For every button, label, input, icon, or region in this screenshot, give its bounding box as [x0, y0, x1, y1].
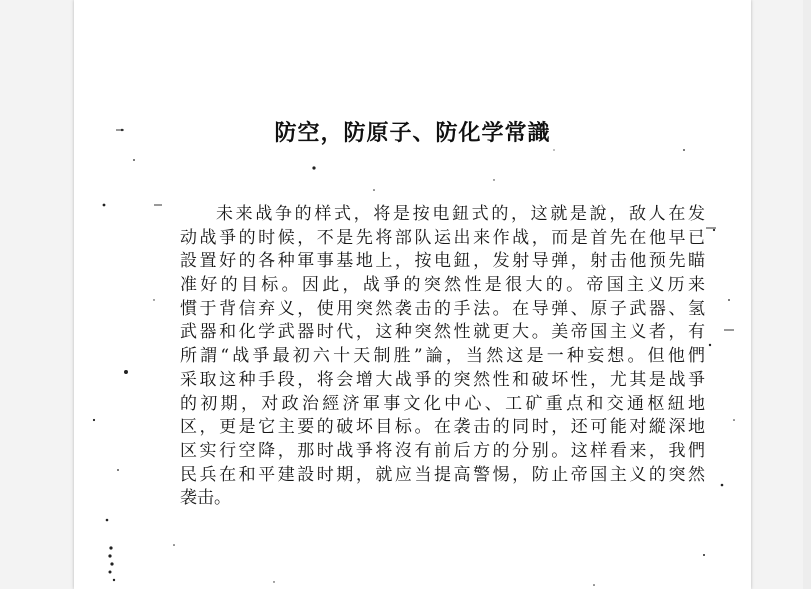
paragraph-line: 武器和化学武器时代，这种突然性就更大。美帝国主义者，有 — [180, 322, 705, 343]
scrollbar-track[interactable] — [803, 0, 811, 589]
paragraph-line: 民兵在和平建設时期，就应当提高警惕，防止帝国主义的突然 — [180, 464, 705, 485]
paragraph-line: 所謂“战爭最初六十天制胜”論，当然这是一种妄想。但他們 — [180, 346, 705, 367]
paragraph-line: 采取这种手段，将会增大战爭的突然性和破坏性，尤其是战爭 — [180, 369, 705, 390]
paragraph-line: 設置好的各种軍事基地上，按电鈕，发射导弹，射击他预先瞄 — [180, 251, 705, 272]
paragraph-line: 准好的目标。因此，战爭的突然性是很大的。帝国主义历来 — [180, 275, 705, 296]
scanned-page — [74, 0, 751, 589]
body-paragraph — [180, 203, 705, 511]
paragraph-line: 区，更是它主要的破坏目标。在袭击的同时，还可能对縱深地 — [180, 417, 705, 438]
page-title: 防空，防原子、防化学常識 — [274, 120, 551, 146]
paragraph-line: 未来战争的样式，将是按电鈕式的，这就是說，敌人在发 — [216, 204, 705, 224]
paragraph-line: 动战爭的时候，不是先将部队运出来作战，而是首先在他早已 — [180, 227, 705, 248]
paragraph-line: 慣于背信弃义，使用突然袭击的手法。在导弹、原子武器、氢 — [180, 298, 705, 319]
paragraph-line: 袭击。 — [180, 488, 231, 509]
paragraph-line: 区实行空降，那时战爭将沒有前后方的分别。这样看来，我們 — [180, 440, 705, 461]
paragraph-line: 的初期，对政治經济軍事文化中心、工矿重点和交通枢紐地 — [180, 393, 705, 414]
